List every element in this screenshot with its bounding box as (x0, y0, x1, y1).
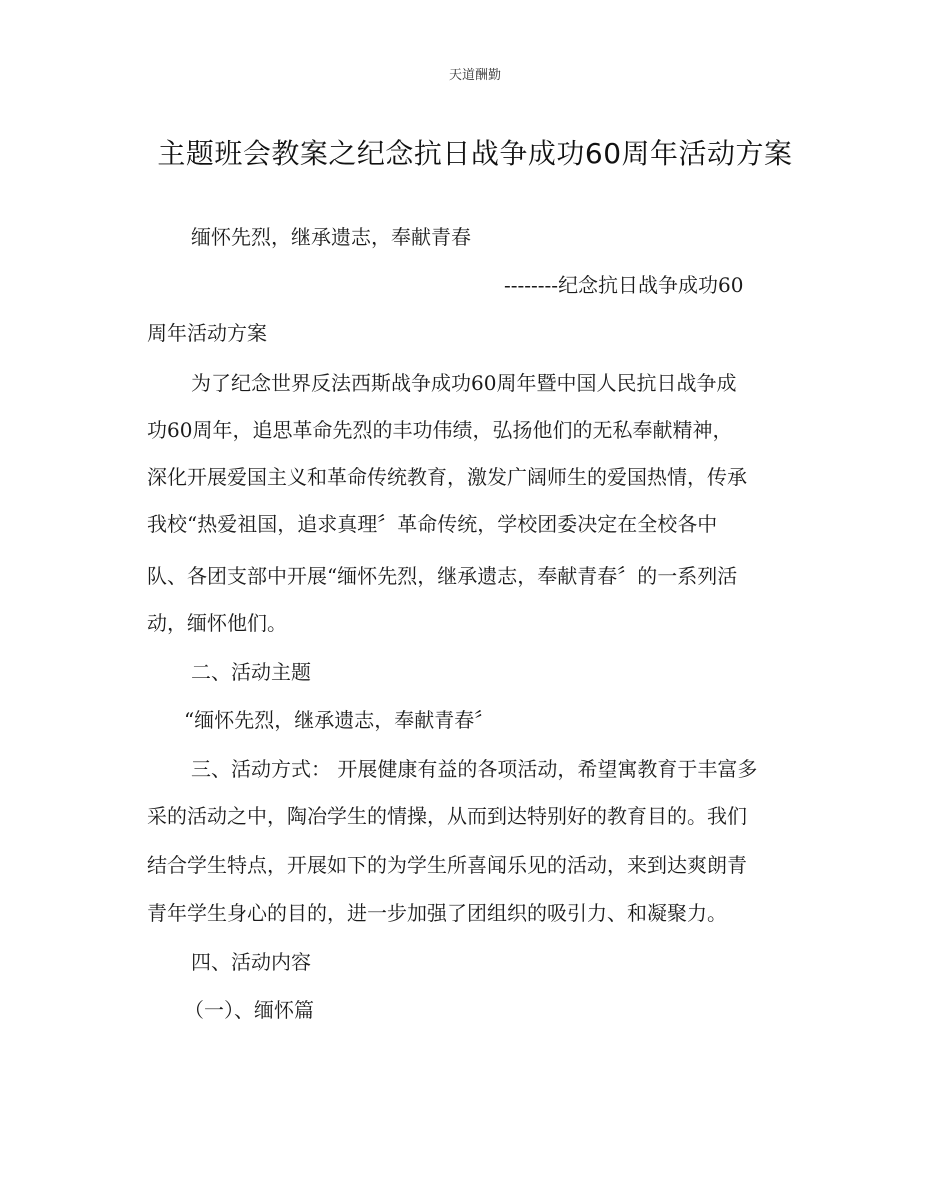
intro-paragraph-line-3: 深化开展爱国主义和革命传统教育，激发广阔师生的爱国热情，传承 (147, 465, 747, 489)
method-paragraph-line-2: 采的活动之中，陶冶学生的情操，从而到达特别好的教育目的。我们 (147, 804, 747, 828)
method-paragraph-line-3: 结合学生特点，开展如下的为学生所喜闻乐见的活动，来到达爽朗青 (147, 853, 747, 877)
method-paragraph-line-1: 三、活动方式： 开展健康有益的各项活动，希望寓教育于丰富多 (191, 757, 758, 781)
intro-paragraph-line-5: 队、各团支部中开展“缅怀先烈，继承遗志，奉献青春〞的一系列活 (147, 564, 738, 588)
section-heading-content: 四、活动内容 (191, 950, 311, 974)
section-heading-theme: 二、活动主题 (191, 660, 311, 684)
document-title: 主题班会教案之纪念抗日战争成功60周年活动方案 (157, 137, 793, 170)
intro-paragraph-line-2: 功60周年，追思革命先烈的丰功伟绩，弘扬他们的无私奉献精神， (147, 418, 733, 442)
intro-paragraph-line-4: 我校“热爱祖国，追求真理〞革命传统，学校团委决定在全校各中 (147, 512, 718, 536)
intro-paragraph-line-6: 动，缅怀他们。 (147, 611, 287, 635)
subtitle-attribution: --------纪念抗日战争成功60 (504, 273, 744, 297)
running-header: 天道酬勤 (448, 68, 501, 83)
subtitle-line: 缅怀先烈，继承遗志，奉献青春 (191, 225, 471, 249)
subsection-heading-remembrance: （一）、缅怀篇 (184, 998, 314, 1022)
subtitle-attribution-cont: 周年活动方案 (147, 321, 267, 345)
method-paragraph-line-4: 青年学生身心的目的，进一步加强了团组织的吸引力、和凝聚力。 (147, 901, 727, 925)
intro-paragraph-line-1: 为了纪念世界反法西斯战争成功60周年暨中国人民抗日战争成 (191, 371, 737, 395)
theme-slogan: “缅怀先烈，继承遗志，奉献青春〞 (184, 708, 495, 732)
